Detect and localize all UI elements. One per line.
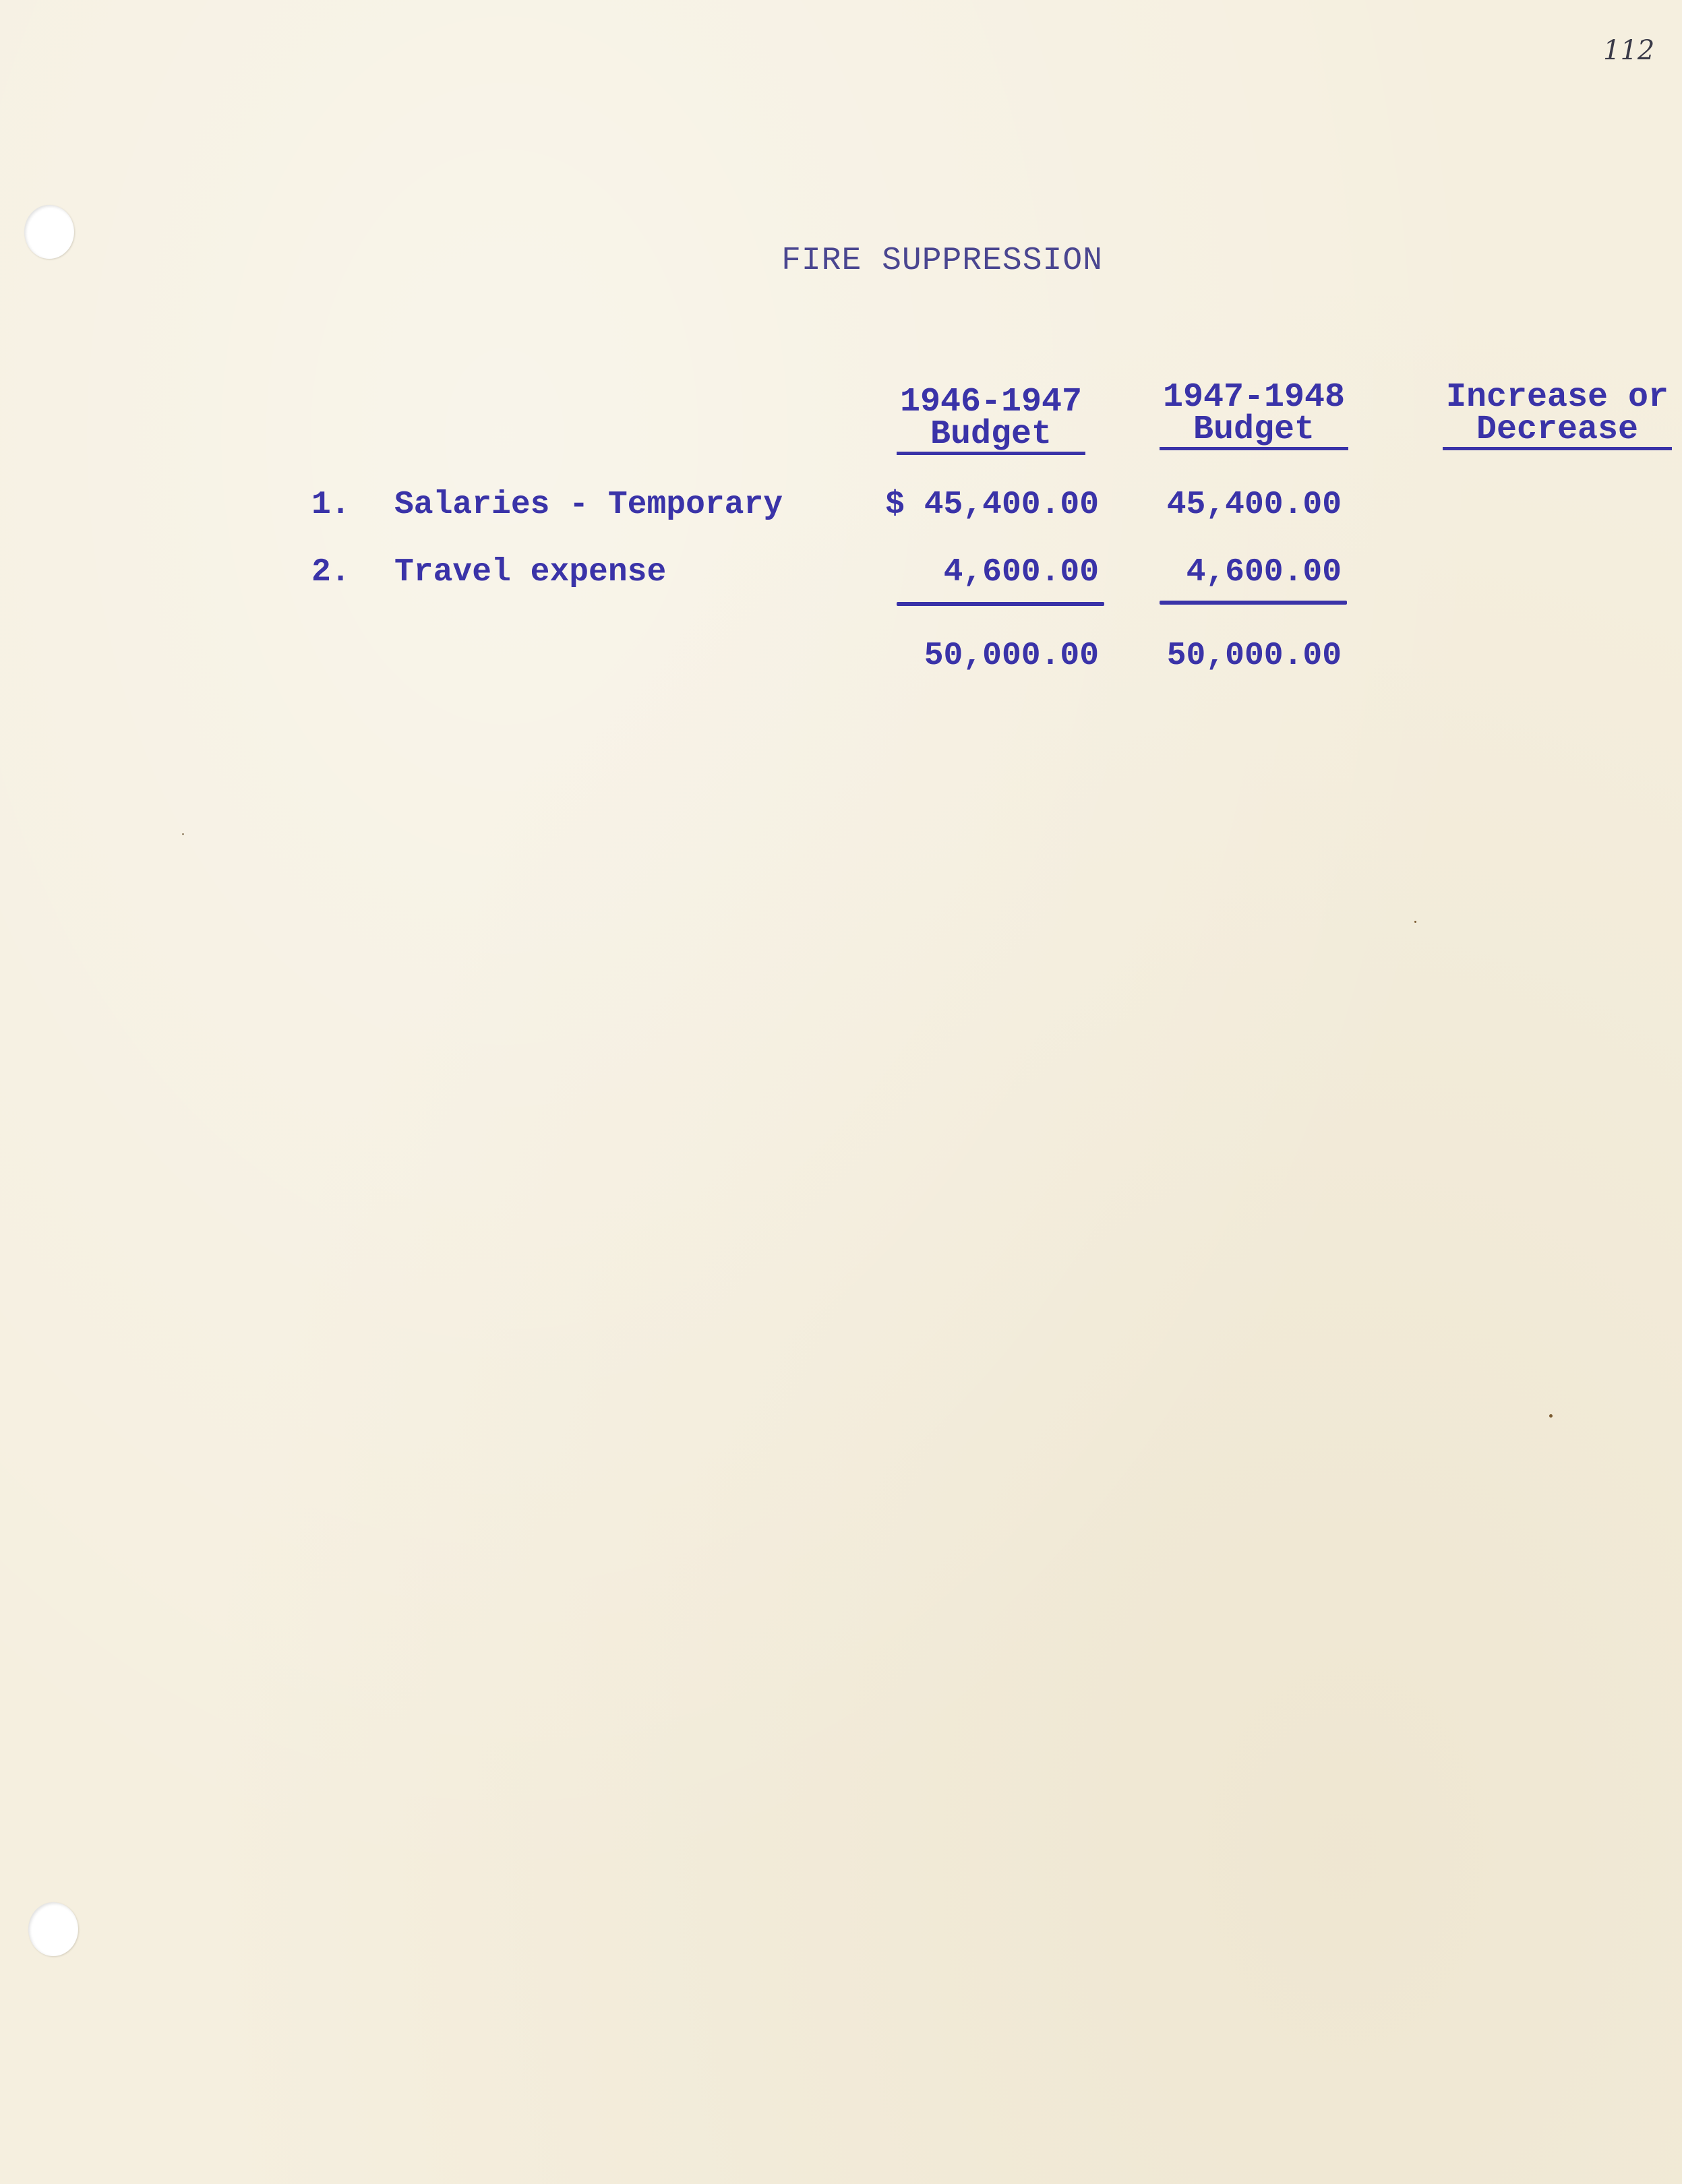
amount-1946-1947-travel: 4,600.00: [943, 554, 1099, 590]
total-rule: [1160, 601, 1347, 605]
punch-hole: [28, 1902, 78, 1956]
total-rule: [897, 602, 1104, 606]
column-header-1947-1948: [1160, 378, 1348, 450]
total-1947-1948: 50,000.00: [1166, 638, 1342, 674]
paper-speck: [1414, 921, 1416, 923]
column-header-increase-decrease: [1443, 378, 1672, 450]
row-label-travel: Travel expense: [394, 554, 667, 590]
page-number: 112: [1603, 35, 1655, 66]
paper-speck: [182, 833, 184, 835]
amount-1947-1948-salaries: 45,400.00: [1166, 487, 1342, 523]
column-header-year: 1947-1948: [1162, 378, 1346, 417]
column-header-year: 1946-1947: [899, 383, 1083, 421]
total-1946-1947: 50,000.00: [924, 638, 1099, 674]
column-header-budget: Budget: [897, 418, 1085, 455]
paper-speck: [1549, 1414, 1553, 1418]
row-number: 2.: [311, 554, 351, 590]
page-title: FIRE SUPPRESSION: [781, 243, 1103, 279]
row-label-salaries: Salaries - Temporary: [394, 487, 783, 523]
column-header-increase: Increase or: [1445, 378, 1669, 417]
column-header-decrease: Decrease: [1443, 413, 1672, 450]
column-header-budget: Budget: [1160, 413, 1348, 450]
row-number: 1.: [311, 487, 351, 523]
column-header-1946-1947: [897, 383, 1085, 455]
amount-1946-1947-salaries: $ 45,400.00: [885, 487, 1099, 523]
amount-1947-1948-travel: 4,600.00: [1186, 554, 1342, 590]
